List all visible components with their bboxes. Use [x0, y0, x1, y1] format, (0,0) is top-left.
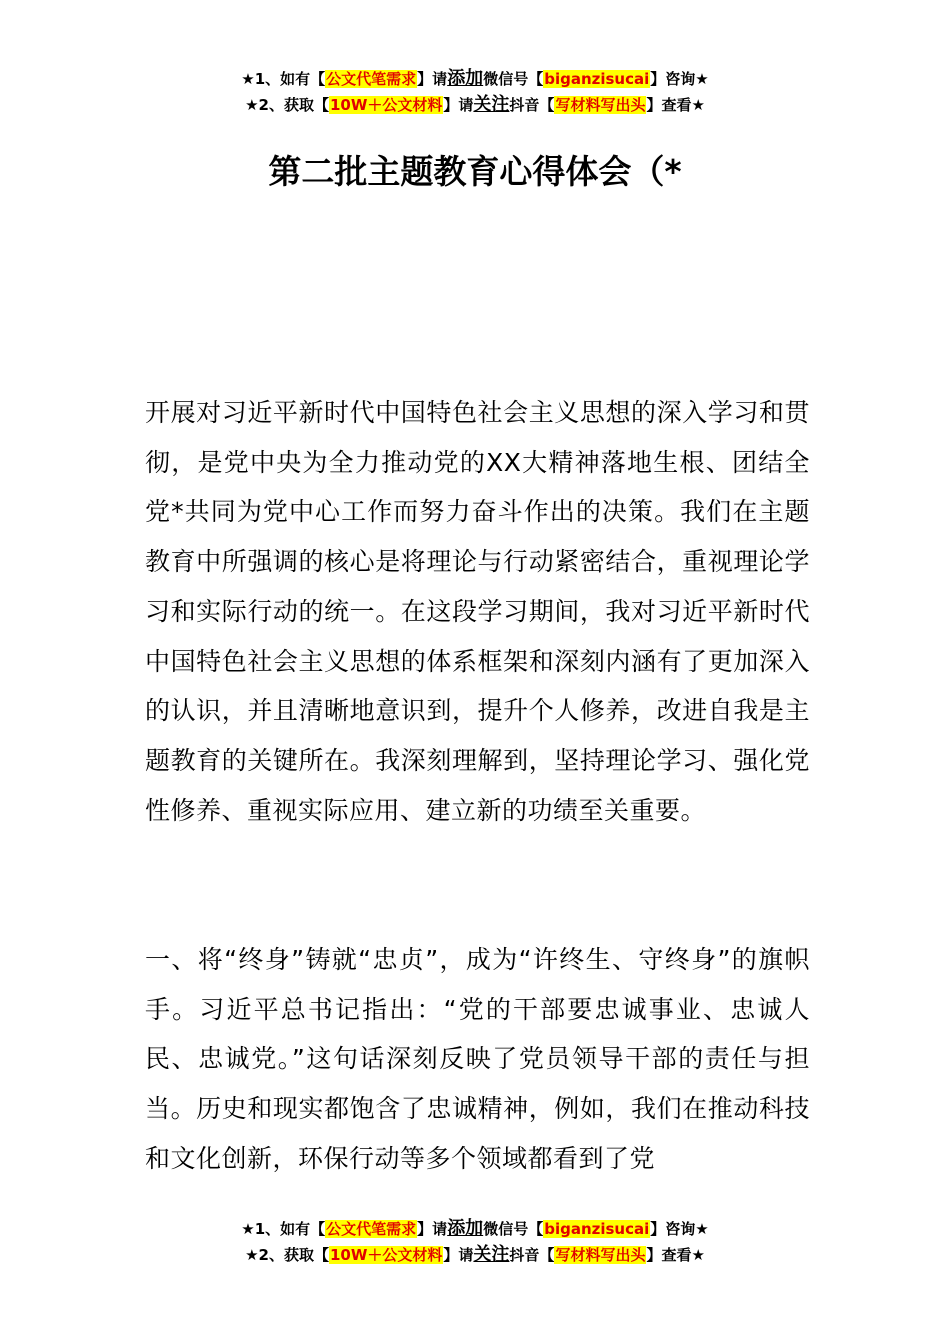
- banner-text: 】咨询★: [650, 1220, 709, 1238]
- banner-text: 微信号【: [483, 70, 544, 88]
- banner-text: 抖音【: [509, 1246, 555, 1264]
- banner-line-2: [0, 92, 950, 118]
- document-title: 第二批主题教育心得体会（*: [268, 152, 682, 191]
- banner-highlight: biganzisucai: [544, 1220, 650, 1238]
- banner-text: 】请: [417, 1220, 448, 1238]
- banner-underlined: 添加: [447, 68, 484, 89]
- banner-text: 微信号【: [483, 1220, 544, 1238]
- body-paragraph: 开展对习近平新时代中国特色社会主义思想的深入学习和贯彻，是党中央为全力推动党的XX大精神落地生根、团结全党*共同为党中心工作而努力奋斗作出的决策。我们在主题教育中所强调的核心是将理论与行动紧密结合，重视理论学习和实际行动的统一。在这段学习期间，我对习近平新时代中国特色社会主义思想的体系框架和深刻内涵有了更加深入的认识，并且清晰地意识到，提升个人修养，改进自我是主题教育的关键所在。我深刻理解到，坚持理论学习、强化党性修养、重视实际应用、建立新的功绩至关重要。: [145, 398, 810, 825]
- banner-text: ★2、获取【: [245, 1246, 329, 1264]
- banner-underlined: 关注: [473, 1244, 510, 1265]
- banner-underlined: 添加: [447, 1218, 484, 1239]
- banner-highlight: 写材料写出头: [555, 1246, 646, 1264]
- banner-text: 抖音【: [509, 96, 555, 114]
- banner-text: ★1、如有【: [241, 70, 326, 88]
- banner-text: 】咨询★: [650, 70, 709, 88]
- banner-text: ★1、如有【: [241, 1220, 326, 1238]
- banner-highlight: 公文代笔需求: [326, 1220, 417, 1238]
- banner-text: 】查看★: [646, 1246, 705, 1264]
- banner-line-2: [0, 1242, 950, 1268]
- banner-text: ★2、获取【: [245, 96, 329, 114]
- banner-highlight: 写材料写出头: [555, 96, 646, 114]
- banner-highlight: 10W＋公文材料: [329, 1246, 443, 1264]
- banner-highlight: biganzisucai: [544, 70, 650, 88]
- header-banner: [0, 66, 950, 118]
- banner-text: 】请: [417, 70, 448, 88]
- footer-banner: [0, 1216, 950, 1268]
- banner-text: 】请: [443, 1246, 474, 1264]
- banner-line-1: [0, 66, 950, 92]
- banner-underlined: 关注: [473, 94, 510, 115]
- banner-highlight: 10W＋公文材料: [329, 96, 443, 114]
- body-paragraph: 一、将“终身”铸就“忠贞”，成为“许终生、守终身”的旗帜手。习近平总书记指出：“党的干部要忠诚事业、忠诚人民、忠诚党。”这句话深刻反映了党员领导干部的责任与担当。历史和现实都饱含了忠诚精神，例如，我们在推动科技和文化创新，环保行动等多个领域都看到了党: [145, 945, 810, 1173]
- banner-line-1: [0, 1216, 950, 1242]
- banner-text: 】查看★: [646, 96, 705, 114]
- banner-text: 】请: [443, 96, 474, 114]
- banner-highlight: 公文代笔需求: [326, 70, 417, 88]
